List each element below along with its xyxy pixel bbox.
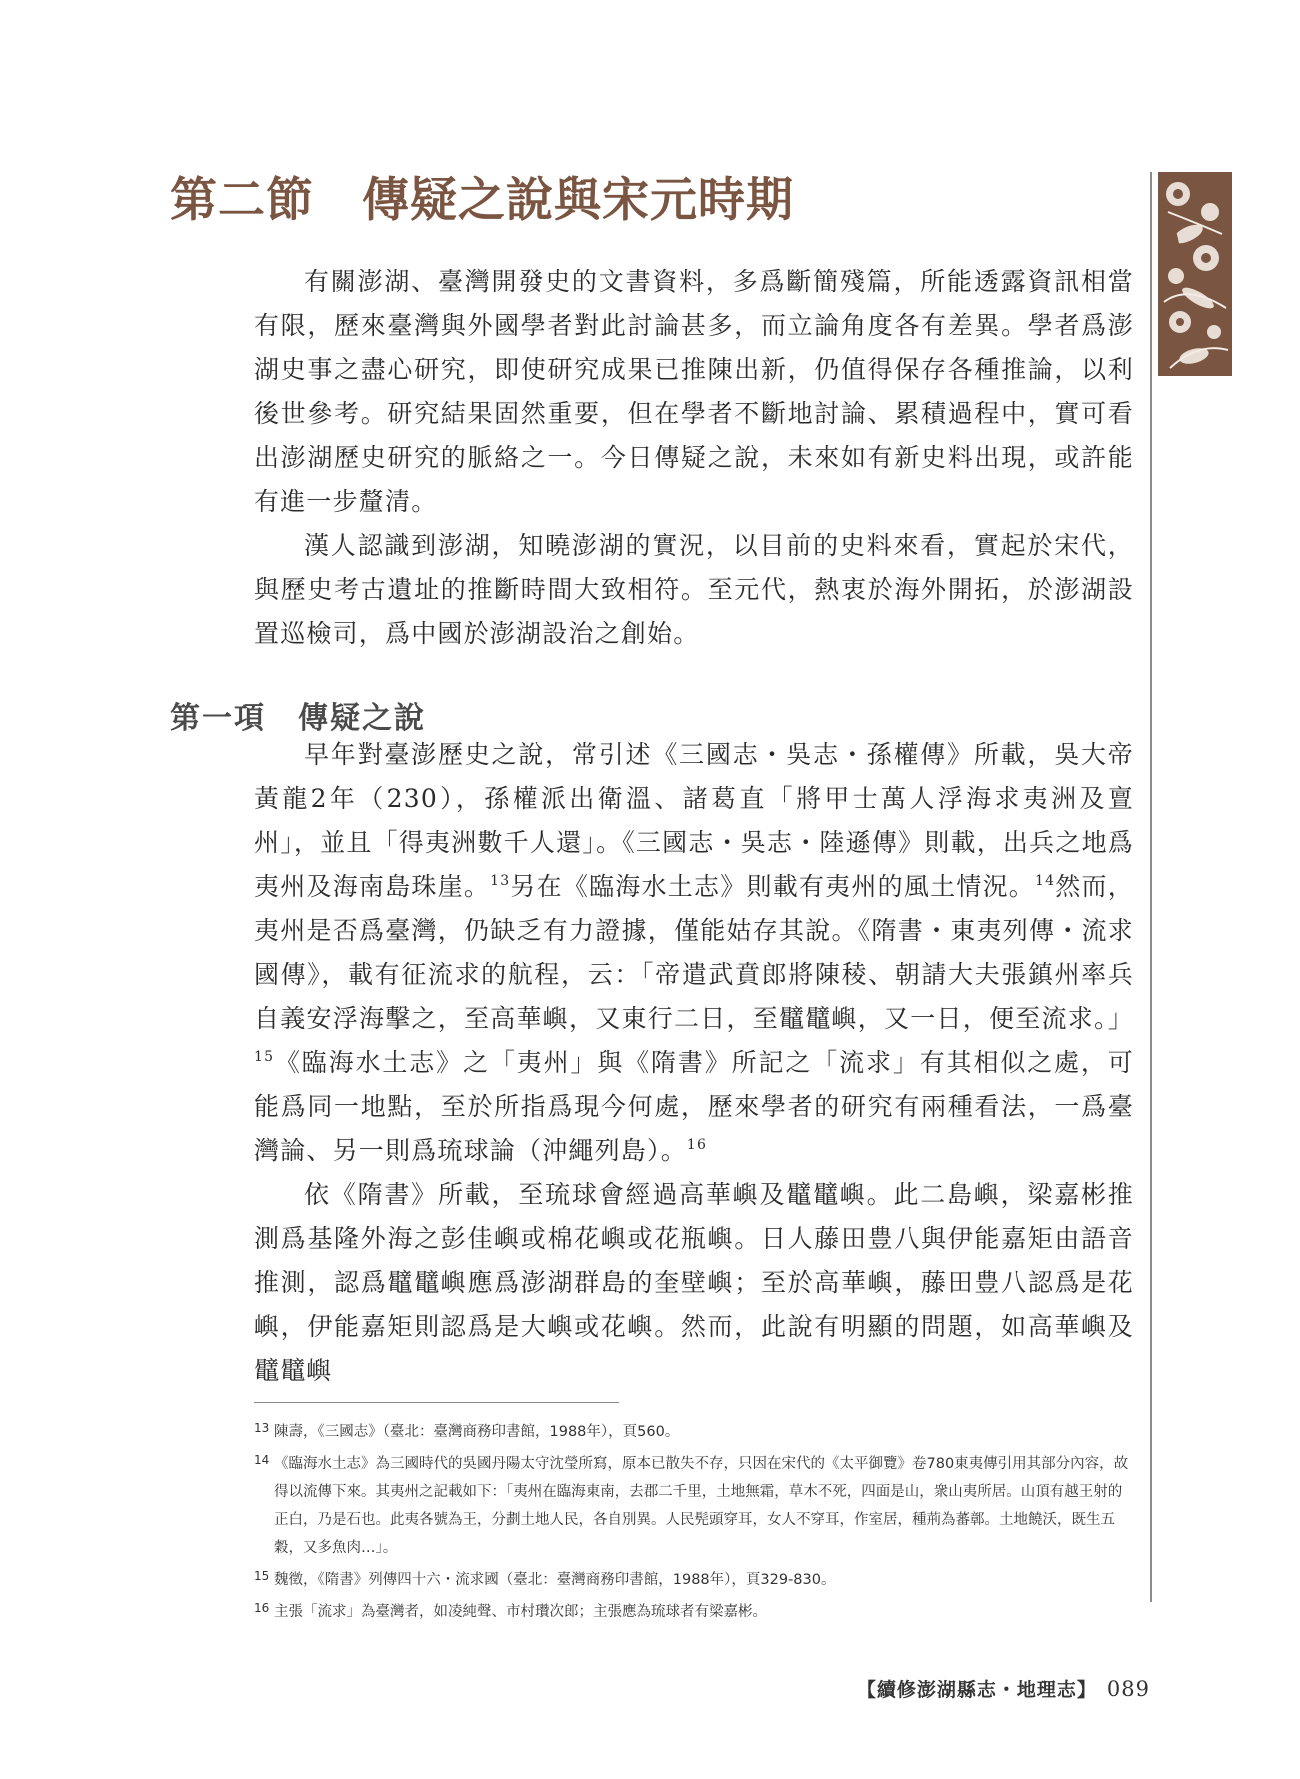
footnote-13: [254, 1414, 1134, 1446]
intro-paragraph-1: 有關澎湖、臺灣開發史的文書資料，多爲斷簡殘篇，所能透露資訊相當有限，歷來臺灣與外國學者對此討論甚多，而立論角度各有差異。學者爲澎湖史事之盡心研究，即使研究成果已推陳出新，仍值得保存各種推論，以利後世參考。研究結果固然重要，但在學者不斷地討論、累積過程中，實可看出澎湖歷史研究的脈絡之一。今日傳疑之說，未來如有新史料出現，或許能有進一步釐清。: [254, 267, 1134, 516]
margin-rule: [1150, 172, 1152, 1602]
subsection-body: [254, 733, 1134, 1393]
footnote-15: [254, 1562, 1134, 1594]
footnote-text: 主張「流求」為臺灣者，如凌純聲、市村瓚次郎；主張應為琉球者有梁嘉彬。: [274, 1604, 767, 1620]
paragraph-text: 《臨海水土志》之「夷州」與《隋書》所記之「流求」有其相似之處，可能爲同一地點，至於所指爲現今何處，歷來學者的研究有兩種看法，一爲臺灣論、另一則爲琉球論（沖繩列島）。: [254, 1048, 1134, 1165]
footnote-14: [254, 1446, 1134, 1562]
book-title: 【續修澎湖縣志・地理志】: [856, 1679, 1097, 1701]
paragraph-text: 另在《臨海水土志》則載有夷州的風土情況。: [510, 872, 1036, 901]
section-intro: [254, 260, 1134, 656]
subsection-paragraph-1: [254, 733, 1134, 1173]
footnote-ref-15[interactable]: 15: [254, 1049, 275, 1065]
paragraph-text: 早年對臺澎歷史之說，常引述《三國志・吳志・孫權傳》所載，吳大帝黃龍2年（230），孫權派出衛溫、諸葛直「將甲士萬人浮海求夷洲及亶州」，並且「得夷洲數千人還」。《三國志・吳志・陸遜傳》則載，出兵之地爲夷州及海南島珠崖。: [254, 740, 1134, 901]
footnote-number: 13: [254, 1421, 270, 1435]
subsection-paragraph-2: 依《隋書》所載，至琉球會經過高華嶼及鼊鼊嶼。此二島嶼，梁嘉彬推測爲基隆外海之彭佳嶼或棉花嶼或花瓶嶼。日人藤田豊八與伊能嘉矩由語音推測，認爲鼊鼊嶼應爲澎湖群島的奎壁嶼；至於高華嶼，藤田豊八認爲是花嶼，伊能嘉矩則認爲是大嶼或花嶼。然而，此說有明顯的問題，如高華嶼及鼊鼊嶼: [254, 1180, 1134, 1385]
floral-pattern-icon: [1158, 172, 1232, 376]
footnote-ref-14[interactable]: 14: [1035, 873, 1056, 889]
footnote-number: 16: [254, 1601, 270, 1615]
footnote-text: 《臨海水土志》為三國時代的吳國丹陽太守沈瑩所寫，原本已散失不存，只因在宋代的《太平御覽》卷780東夷傳引用其部分內容，故得以流傳下來。其夷州之記載如下：「夷州在臨海東南，去郡二千里，土地無霜，草木不死，四面是山，衆山夷所居。山頂有越王射的正白，乃是石也。此夷各號為王，分劃土地人民，各自別異。人民髡頭穿耳，女人不穿耳，作室居，種荊為蕃鄣。土地饒沃，既生五穀，又多魚肉…」。: [274, 1456, 1129, 1556]
page-number: 089: [1106, 1677, 1150, 1701]
footnote-text: 魏徵，《隋書》列傳四十六・流求國（臺北：臺灣商務印書館，1988年），頁329-830。: [274, 1572, 836, 1588]
subsection-title: 第一項 傳疑之說: [170, 701, 426, 736]
footnote-number: 14: [254, 1453, 270, 1467]
footnote-ref-16[interactable]: 16: [686, 1137, 708, 1153]
decorative-floral-panel: [1158, 172, 1232, 376]
footnote-number: 15: [254, 1569, 270, 1583]
footnote-text: 陳壽，《三國志》（臺北：臺灣商務印書館，1988年），頁560。: [274, 1424, 680, 1440]
footnote-ref-13[interactable]: 13: [490, 873, 511, 889]
section-title: 第二節 傳疑之說與宋元時期: [170, 173, 794, 228]
footnote-divider: [254, 1402, 619, 1403]
page-footer: [857, 1675, 1150, 1702]
intro-paragraph-2: 漢人認識到澎湖，知曉澎湖的實況，以目前的史料來看，實起於宋代，與歷史考古遺址的推斷時間大致相符。至元代，熱衷於海外開拓，於澎湖設置巡檢司，爲中國於澎湖設治之創始。: [254, 531, 1134, 648]
footnotes: [254, 1414, 1134, 1626]
footnote-16: [254, 1594, 1134, 1626]
paragraph-text: 然而，夷州是否爲臺灣，仍缺乏有力證據，僅能姑存其說。《隋書・東夷列傳・流求國傳》，載有征流求的航程，云：「帝遣武賁郎將陳稜、朝請大夫張鎮州率兵自義安浮海擊之，至高華嶼，又東行二日，至鼊鼊嶼，又一日，便至流求。」: [254, 872, 1134, 1033]
